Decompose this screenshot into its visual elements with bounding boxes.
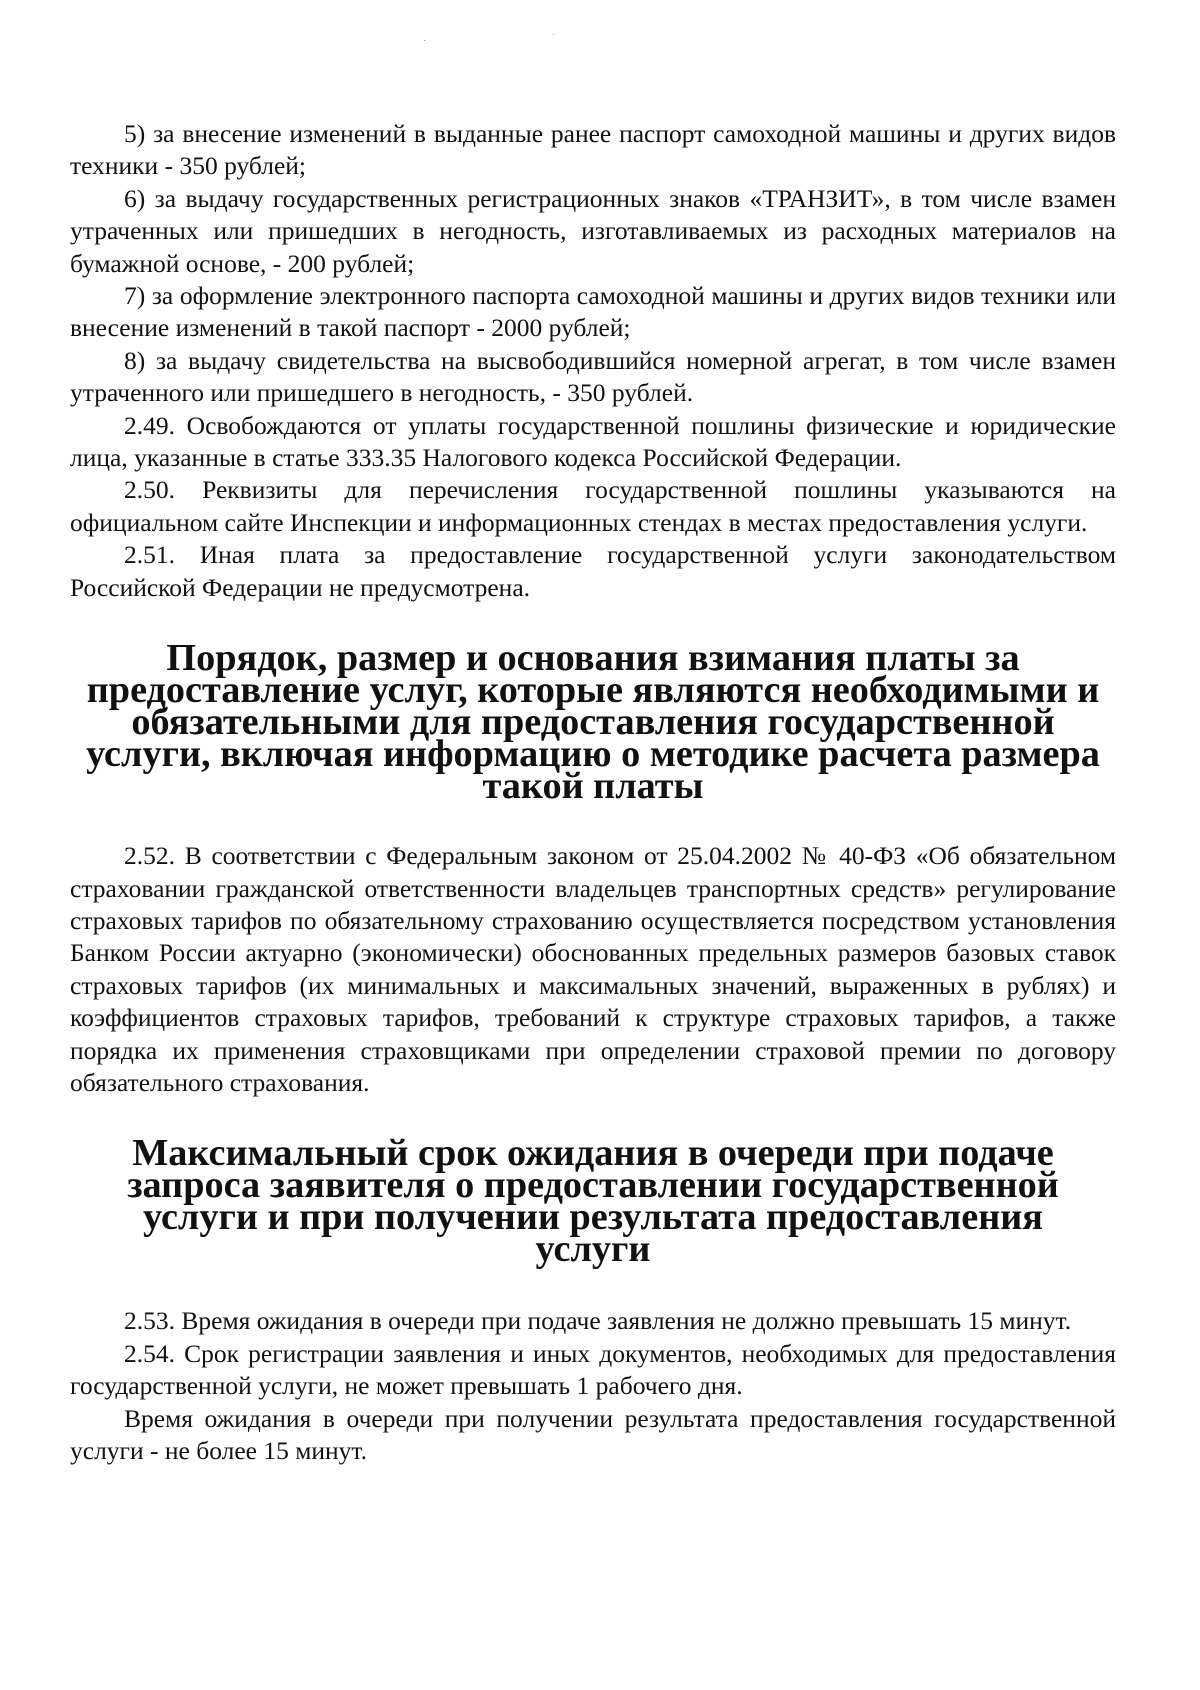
paragraph-item-7: 7) за оформление электронного паспорта самоходной машины и других видов техники или внесение изменений в такой паспорт - 2000 рублей;	[70, 281, 1116, 343]
paragraph-item-5: 5) за внесение изменений в выданные ранее паспорт самоходной машины и других видов техники - 350 рублей;	[70, 119, 1116, 181]
paragraph-2-54: 2.54. Срок регистрации заявления и иных документов, необходимых для предоставления государственной услуги, не может превышать 1 рабочего дня.	[70, 1338, 1116, 1401]
section-heading-queue-time: Максимальный срок ожидания в очереди при подаче запроса заявителя о предоставлении государственной услуги и при получении результата предоставления услуги	[127, 1132, 1059, 1271]
section-heading-fees: Порядок, размер и основания взимания платы за предоставление услуг, которые являются необходимыми и обязательными для предоставления государственной услуги, включая информацию о методике расчета размера такой платы	[86, 637, 1100, 808]
scan-speck	[424, 40, 425, 41]
paragraph-item-6: 6) за выдачу государственных регистрационных знаков «ТРАНЗИТ», в том числе взамен утраченных или пришедших в негодность, изготавливаемых из расходных материалов на бумажной основе, - 200 рублей;	[70, 183, 1116, 278]
paragraph-2-50: 2.50. Реквизиты для перечисления государственной пошлины указываются на официальном сайте Инспекции и информационных стендах в местах предоставления услуги.	[70, 475, 1116, 537]
scan-speck	[553, 34, 554, 35]
paragraph-2-53: 2.53. Время ожидания в очереди при подаче заявления не должно превышать 15 минут.	[124, 1306, 1072, 1336]
document-body	[70, 118, 1116, 1467]
paragraph-item-8: 8) за выдачу свидетельства на высвободившийся номерной агрегат, в том числе взамен утраченного или пришедшего в негодность, - 350 рублей.	[70, 345, 1116, 408]
paragraph-2-49: 2.49. Освобождаются от уплаты государственной пошлины физические и юридические лица, указанные в статье 333.35 Налогового кодекса Российской Федерации.	[70, 410, 1116, 473]
paragraph-2-51: 2.51. Иная плата за предоставление государственной услуги законодательством Российской Федерации не предусмотрена.	[70, 540, 1116, 602]
paragraph-waiting-time: Время ожидания в очереди при получении результата предоставления государственной услуги - не более 15 минут.	[70, 1403, 1116, 1465]
paragraph-2-52: 2.52. В соответствии с Федеральным законом от 25.04.2002 № 40-ФЗ «Об обязательном страховании гражданской ответственности владельцев транспортных средств» регулирование страховых тарифов по обязательному страхованию осуществляется посредством установления Банком России актуарно (экономически) обоснованных предельных размеров базовых ставок страховых тарифов (их минимальных и максимальных значений, выраженных в рублях) и коэффициентов страховых тарифов, требований к структуре страховых тарифов, а также порядка их применения страховщиками при определении страховой премии по договору обязательного страхования.	[70, 841, 1116, 1097]
